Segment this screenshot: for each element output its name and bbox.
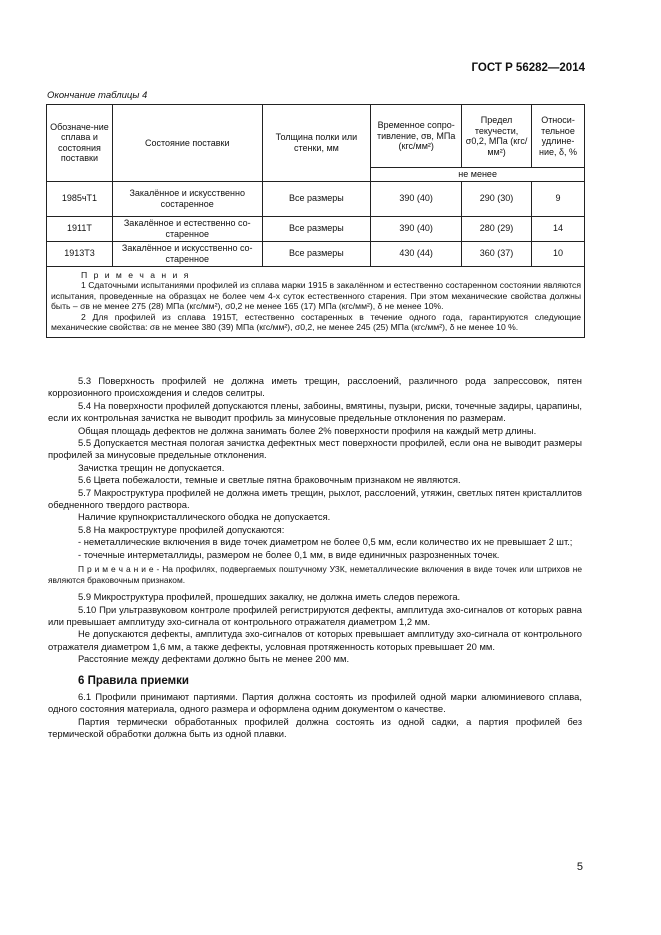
note-1: 1 Сдаточными испытаниями профилей из сплава марки 1915 в закалённом и естественно состаренном состоянии являются испытания, проведенные на образцах не более чем 4-х суток естественного старения. При этом механические свойства должны быть – σв не менее 275 (28) МПа (кгс/мм²), σ0,2 не менее 165 (17) МПа (кгс/мм²), δ не менее 10%. bbox=[51, 280, 581, 312]
paragraph-6-1: 6.1 Профили принимают партиями. Партия должна состоять из профилей одной марки алюминиевого сплава, одного состояния материала, одного размера и оформлена одним документом о качестве. bbox=[48, 690, 582, 715]
cell-thickness: Все размеры bbox=[262, 216, 371, 241]
cell-state: Закалённое и искусственно со-старенное bbox=[112, 241, 262, 266]
cell-thickness: Все размеры bbox=[262, 181, 371, 216]
paragraph-defects-rejected: Не допускаются дефекты, амплитуда эхо-сигналов от которых превышает амплитуду эхо-сигнала от контрольного отражателя диаметром 1,6 мм, а также дефекты, условная протяженность которых превышает 20 мм. bbox=[48, 628, 582, 652]
cell-tensile: 390 (40) bbox=[371, 216, 462, 241]
header-state: Состояние поставки bbox=[112, 105, 262, 182]
cell-tensile: 390 (40) bbox=[371, 181, 462, 216]
paragraph-5-8: 5.8 На макроструктуре профилей допускаются: bbox=[78, 523, 285, 535]
paragraph-nonmetallic: - неметаллические включения в виде точек диаметром не более 0,5 мм, если количество их не превышает 2 шт.; bbox=[78, 536, 573, 548]
table-caption: Окончание таблицы 4 bbox=[47, 90, 148, 101]
cell-elongation: 10 bbox=[532, 241, 585, 266]
cell-yield: 290 (30) bbox=[462, 181, 532, 216]
cell-elongation: 14 bbox=[532, 216, 585, 241]
paragraph-5-9: 5.9 Микроструктура профилей, прошедших закалку, не должна иметь следов пережога. bbox=[78, 591, 461, 603]
header-alloy: Обозначе-ние сплава и состояния поставки bbox=[47, 105, 113, 182]
cell-tensile: 430 (44) bbox=[371, 241, 462, 266]
document-code: ГОСТ Р 56282—2014 bbox=[471, 62, 585, 74]
cell-alloy: 1985чТ1 bbox=[47, 181, 113, 216]
cell-alloy: 1911Т bbox=[47, 216, 113, 241]
header-elongation: Относи-тельное удлине-ние, δ, % bbox=[532, 105, 585, 168]
cell-elongation: 9 bbox=[532, 181, 585, 216]
notes-title: П р и м е ч а н и я bbox=[81, 269, 191, 280]
section-title: 6 Правила приемки bbox=[78, 674, 189, 687]
table-notes-row bbox=[47, 266, 585, 338]
table-header-row bbox=[47, 105, 585, 168]
paragraph-coarse-rim: Наличие крупнокристаллического ободка не допускается. bbox=[78, 511, 331, 523]
paragraph-batch: Партия термически обработанных профилей должна состоять из одной садки, а партия профилей без термической обработки должна быть из одной плавки. bbox=[48, 715, 582, 740]
cell-yield: 360 (37) bbox=[462, 241, 532, 266]
paragraph-5-7: 5.7 Макроструктура профилей не должна иметь трещин, рыхлот, расслоений, утяжин, светлых пятен кристаллитов обедненного твердого раствора. bbox=[48, 486, 582, 511]
cell-yield: 280 (29) bbox=[462, 216, 532, 241]
paragraph-5-5: 5.5 Допускается местная пологая зачистка дефектных мест поверхности профилей, если она не выводит размеры профилей за минусовые предельные отклонения. bbox=[48, 437, 582, 461]
paragraph-5-3: 5.3 Поверхность профилей не должна иметь трещин, расслоений, различного рода запрессовок, пятен коррозионного происхождения и следов селитры. bbox=[48, 375, 582, 399]
paragraph-5-6: 5.6 Цвета побежалости, темные и светлые пятна браковочным признаком не являются. bbox=[78, 474, 461, 486]
properties-table bbox=[46, 104, 585, 338]
cell-state: Закалённое и искусственно состаренное bbox=[112, 181, 262, 216]
header-yield: Предел текучести, σ0,2, МПа (кгс/мм²) bbox=[462, 105, 532, 168]
table-notes bbox=[47, 266, 585, 338]
paragraph-defect-distance: Расстояние между дефектами должно быть не менее 200 мм. bbox=[78, 653, 350, 665]
table-row bbox=[47, 241, 585, 266]
paragraph-5-4: 5.4 На поверхности профилей допускаются плены, забоины, вмятины, пузыри, риски, точечные задиры, царапины, если их контрольная зачистка не выводит профиль за минусовые предельные отклонения по размерам. bbox=[48, 399, 582, 424]
table-row bbox=[47, 216, 585, 241]
cell-state: Закалённое и естественно со-старенное bbox=[112, 216, 262, 241]
header-tensile: Временное сопро-тивление, σв, МПа (кгс/мм²) bbox=[371, 105, 462, 168]
note-ultrasonic: П р и м е ч а н и е - На профилях, подвергаемых поштучному УЗК, неметаллические включения в виде точек или штрихов не являются браковочным признаком. bbox=[48, 564, 582, 586]
note-2: 2 Для профилей из сплава 1915Т, естественно состаренных в течение одного года, гарантируются следующие механические свойства: σв не менее 380 (39) МПа (кгс/мм²), σ0,2, не менее 245 (25) МПа (кгс/мм²), δ не менее 10 %. bbox=[51, 311, 581, 333]
paragraph-5-10: 5.10 При ультразвуковом контроле профилей регистрируются дефекты, амплитуда эхо-сигналов от которых равна или превышает амплитуду эхо-сигнала от контрольного отражателя диаметром 1,2 мм. bbox=[48, 603, 582, 627]
paragraph-defect-area: Общая площадь дефектов не должна занимать более 2% поверхности профиля на каждый метр длины. bbox=[78, 424, 537, 436]
paragraph-intermetallics: - точечные интерметаллиды, размером не более 0,1 мм, в виде единичных разрозненных точек. bbox=[78, 548, 500, 560]
page-number: 5 bbox=[576, 861, 583, 873]
paragraph-crack-cleaning: Зачистка трещин не допускается. bbox=[78, 461, 225, 473]
header-thickness: Толщина полки или стенки, мм bbox=[262, 105, 371, 182]
header-min-label: не менее bbox=[371, 168, 585, 182]
body-text bbox=[48, 375, 582, 741]
cell-thickness: Все размеры bbox=[262, 241, 371, 266]
table-row bbox=[47, 181, 585, 216]
cell-alloy: 1913Т3 bbox=[47, 241, 113, 266]
